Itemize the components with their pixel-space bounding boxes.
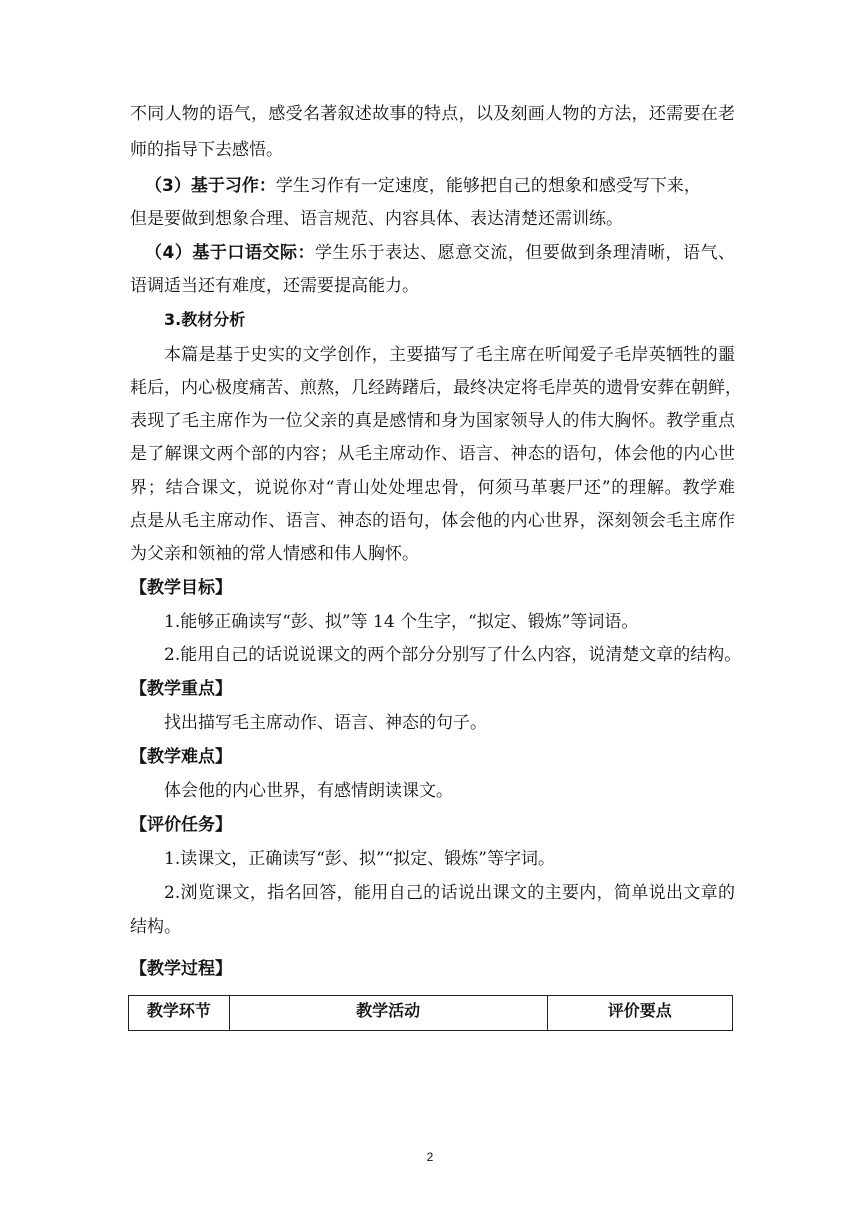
paragraph-line xyxy=(145,176,735,196)
column-header: 教学活动 xyxy=(229,996,547,1031)
item-text: 学生习作有一定速度，能够把自己的想象和感受写下来， xyxy=(275,176,701,196)
analysis-line: 是了解课文两个部的内容；从毛主席动作、语言、神态的语句，体会他的内心世 xyxy=(130,444,735,464)
section-heading: 3.教材分析 xyxy=(164,310,246,329)
item-label: （4）基于口语交际： xyxy=(145,243,316,263)
section-heading: 【教学目标】 xyxy=(130,578,232,598)
section-heading: 【教学难点】 xyxy=(130,747,232,767)
item-label: （3）基于习作： xyxy=(145,176,276,196)
paragraph-line xyxy=(145,243,735,263)
analysis-line: 表现了毛主席作为一位父亲的真是感情和身为国家领导人的伟大胸怀。教学重点 xyxy=(130,411,735,431)
page-number: 2 xyxy=(426,1150,434,1164)
section-heading: 【教学过程】 xyxy=(130,959,232,979)
teaching-process-table xyxy=(128,995,733,1031)
key-points-text: 找出描写毛主席动作、语言、神态的句子。 xyxy=(164,713,487,733)
section-heading: 【评价任务】 xyxy=(130,815,232,835)
analysis-line: 耗后，内心极度痛苦、煎熬，几经踌躇后，最终决定将毛岸英的遗骨安葬在朝鲜， xyxy=(130,378,742,398)
paragraph-line: 不同人物的语气，感受名著叙述故事的特点，以及刻画人物的方法，还需要在老 xyxy=(130,104,735,124)
analysis-line: 本篇是基于史实的文学创作，主要描写了毛主席在听闻爱子毛岸英牺牲的噩 xyxy=(164,345,735,365)
table-header-row xyxy=(129,996,733,1031)
analysis-line: 为父亲和领袖的常人情感和伟人胸怀。 xyxy=(130,544,419,564)
paragraph-line: 但是要做到想象合理、语言规范、内容具体、表达清楚还需训练。 xyxy=(130,209,623,229)
list-item-continuation: 结构。 xyxy=(130,917,181,937)
column-header: 教学环节 xyxy=(129,996,230,1031)
paragraph-line: 语调适当还有难度，还需要提高能力。 xyxy=(130,276,419,296)
list-item: 2.浏览课文，指名回答，能用自己的话说出课文的主要内，简单说出文章的 xyxy=(164,883,735,903)
column-header: 评价要点 xyxy=(547,996,732,1031)
item-text: 学生乐于表达、愿意交流，但要做到条理清晰，语气、 xyxy=(315,243,735,263)
list-item: 1.读课文，正确读写“彭、拟”“拟定、锻炼”等字词。 xyxy=(164,849,555,869)
list-item: 1.能够正确读写“彭、拟”等 14 个生字，“拟定、锻炼”等词语。 xyxy=(164,612,639,632)
difficulties-text: 体会他的内心世界，有感情朗读课文。 xyxy=(164,781,453,801)
list-item: 2.能用自己的话说说课文的两个部分分别写了什么内容，说清楚文章的结构。 xyxy=(164,645,742,665)
analysis-line: 点是从毛主席动作、语言、神态的语句，体会他的内心世界，深刻领会毛主席作 xyxy=(130,511,735,531)
paragraph-line: 师的指导下去感悟。 xyxy=(130,140,283,160)
analysis-line: 界；结合课文，说说你对“青山处处埋忠骨，何须马革裹尸还”的理解。教学难 xyxy=(130,478,735,498)
section-heading: 【教学重点】 xyxy=(130,679,232,699)
